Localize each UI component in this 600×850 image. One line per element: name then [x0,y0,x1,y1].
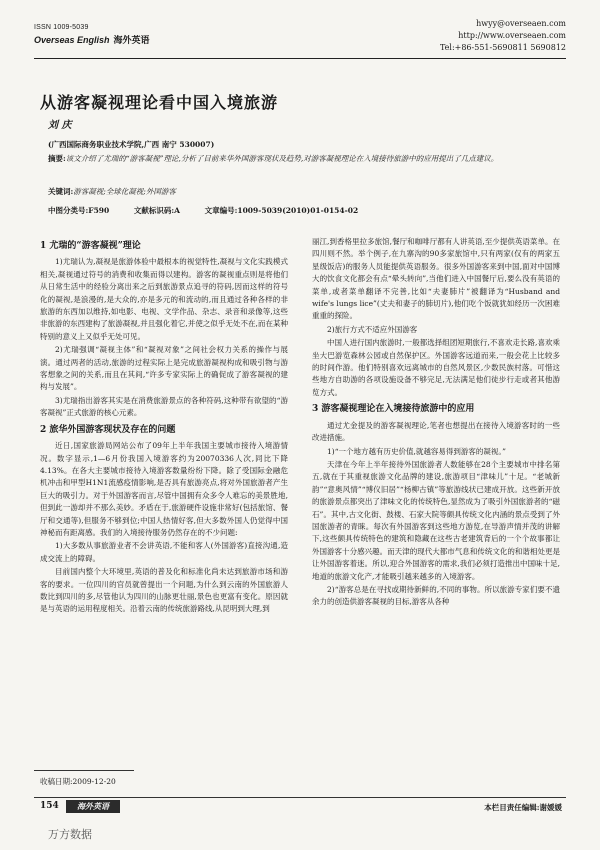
keywords-label: 关键词: [48,187,74,196]
abstract-label: 摘要: [48,154,66,163]
keywords [48,186,176,197]
body-paragraph: 天津在今年上半年接待外国旅游者人数能够在28个主要城市中排名第五,就在于其重视旅游文化品牌的建设,旅游项目“津味儿”十足。“老城新韵”“意奥风情”“博仪旧居”“杨柳古镇”等旅游线状已建成开放。这些新开放的旅游景点都突出了津味文化的传统特色,显然成为了吸引外国旅游者的“磁石”。其中,古文化街、鼓楼、石家大院等颇具传统文化内涵的景点受到了外国旅游者的青睐。每次有外国游客到这些地方游览,在导游声情并茂的讲解下,这些颇具传统特色的建筑和隐藏在这些古老建筑背后的一个个故事都让外国游客十分感兴趣。而天津的现代大都市气息和传统文化的和谐相处更是让外国游客着迷。所以,迎合外国游客的需求,我们必须打造推出中国味十足,地道的旅游文化产,才能吸引越来越多的入境游客。 [312,459,560,581]
body-paragraph: 1)尤瑞认为,凝视是旅游体验中最根本的视觉特性,凝视与文化实践模式相关,凝视通过符号的消费和收集而得以建构。游客的凝视重点则是将他们从日常生活中的经验分离出来之后到旅游景点追寻的符码,因而这样的符号化的凝视,是浪漫的,是大众的,亦是多元的和流动的,而且通过各种各样的非旅游的东西加以维持,如电影、电视、文学作品、杂志、录音和录像等,这些非旅游的东西建构了旅游凝视,并且强化着它,并使之似乎无处不在,而在某种特别的意义上又似乎无处可见。 [40,257,288,341]
watermark: 万方数据 [48,829,92,841]
body-paragraph: 2)旅行方式不适应外国游客 [327,324,418,334]
keywords-text: 游客凝视;全球化凝视;外国游客 [73,187,176,196]
body-paragraph: 2)“游客总是在寻找或期待新鲜的,不同的事物。所以旅游专家们要不遗余力的创造供游客凝视的目标,游客从各种 [312,584,560,607]
contact-email: hwyy@overseaen.com [476,19,566,28]
article-title: 从游客凝视理论看中国入境旅游 [40,93,279,112]
magazine-name-en: Overseas English [34,35,110,45]
article-meta [48,205,380,216]
page-number: 154 [40,801,59,811]
body-paragraph: 3)尤瑞指出游客其实是在消费旅游景点的各种符码,这种带有欲望的“游客凝视”正式旅游的核心元素。 [40,395,288,418]
footnote-rule [34,770,134,771]
contact-tel: Tel:+86-551-5690811 5690812 [439,43,566,52]
section-heading: 3 游客凝视理论在入境接待旅游中的应用 [312,404,475,415]
abstract [48,153,556,165]
body-paragraph: 1)“一个地方越有历史价值,就越容易得到游客的凝视。” [327,446,506,456]
issn: ISSN 1009-5039 [34,24,89,31]
column-editor: 本栏目责任编辑:谢媛媛 [484,803,562,812]
header-left [34,24,150,46]
body-column-left [40,236,288,617]
document-code: 文献标识码:A [133,206,180,215]
header-right [440,18,566,54]
section-heading: 1 尤瑞的“游客凝视”理论 [40,241,141,251]
journal-mark: 海外英语 [66,800,120,813]
article-number: 文章编号:1009-5039(2010)01-0154-02 [204,206,359,215]
clc-number: 中图分类号:F590 [48,206,110,215]
page-footer-rule [34,797,566,798]
body-paragraph: 近日,国家旅游局网站公布了09年上半年我国主要城市接待入境游情况。数字显示,1—6月份我国入境游客约为20070336人次,同比下降4.13%。在各大主要城市接待入境游客数量纷纷下降。除了受国际金融危机冲击和甲型H1N1流感疫情影响,是否具有旅游亮点,将对外国旅游者产生巨大的吸引力。对于外国游客而言,尽管中国拥有众多令人难忘的美景胜地,但到此一游却并不那么美妙。矛盾在于,旅游硬件设施非常好(包括旅馆、餐厅和交通等),但服务不够到位;中国人热情好客,但大多数外国人仍觉得中国神秘而有距离感。我们的入境接待服务仍然存在的不少问题: [40,441,288,537]
body-paragraph: 中国人进行国内旅游时,一般都选择组团短期旅行,不喜欢走长路,喜欢乘坐大巴游览森林公园或自然保护区。外国游客远道而来,一般会花上比较多的时间作游。他们特别喜欢远离城市的自然风景区,少数民族村落。可惜这些地方自助游的各项设施设备不够完足,无法满足他们徒步行走或者其他游览方式。 [312,338,560,397]
body-paragraph: 1)大多数从事旅游业者不会讲英语,不能和客人(外国游客)直接沟通,造成交流上的障碍。 [40,541,288,563]
contact-website: http://www.overseaen.com [458,31,566,40]
magazine-name [34,33,150,46]
abstract-text: 该文介绍了尤瑞的“游客凝视”理论,分析了目前来华外国游客现状及趋势,对游客凝视理论在入境接待旅游中的应用提出了几点建议。 [65,154,499,163]
body-column-right [312,236,560,610]
article-author: 刘 庆 [48,120,72,131]
author-affiliation: (广西国际商务职业技术学院,广西 南宁 530007) [48,140,215,149]
body-paragraph: 目前国内整个大环境里,英语的普及化和标准化尚未达到旅游市场和游客的要求。一位四川的官员就曾提出一个问题,为什么到云南的外国旅游人数比到四川的多,尽管他认为四川的山脉更壮丽,景色也更富有变化。原因就是与英语的运用程度相关。沿着云南的传统旅游路线,从昆明到大理,到 [40,567,288,614]
received-date: 收稿日期:2009-12-20 [40,777,116,786]
section-heading: 2 旅华外国游客现状及存在的问题 [40,424,176,435]
header-rule [34,58,566,59]
magazine-name-cn: 海外英语 [113,35,150,45]
body-paragraph: 2)尤瑞强调“凝视主体”和“凝视对象”之间社会权力关系的操作与展演。通过两者的活动,旅游的过程实际上是完成旅游凝视构成和吸引物与游客想象之间的关系,而且在其间,“许多专家实际上的确促成了游客凝视的建构与发展”。 [40,345,288,392]
body-paragraph: 丽江,到香格里拉多旅馆,餐厅和咖啡厅都有人讲英语,至少提供英语菜单。在四川则不然。举个例子,在九寨沟的90多家旅馆中,只有两家(仅有的两家五星级饭店)的服务人员能提供英语服务。很多外国游客来到中国,面对中国博大的饮食文化都会有点“晕头转向”,当他们进入中国餐厅后,要么没有英语的菜单,或者菜单翻译不完善,比如“夫妻肺片”被翻译为“Husband and wife's lungs lice”(丈夫和妻子的肺切片),他们吃个饭就犹如经历一次困难重重的探险。 [312,237,560,321]
body-paragraph: 通过尤金提及的游客凝视理论,笔者也想提出在接待入境游客时的一些改进措施。 [312,420,560,443]
